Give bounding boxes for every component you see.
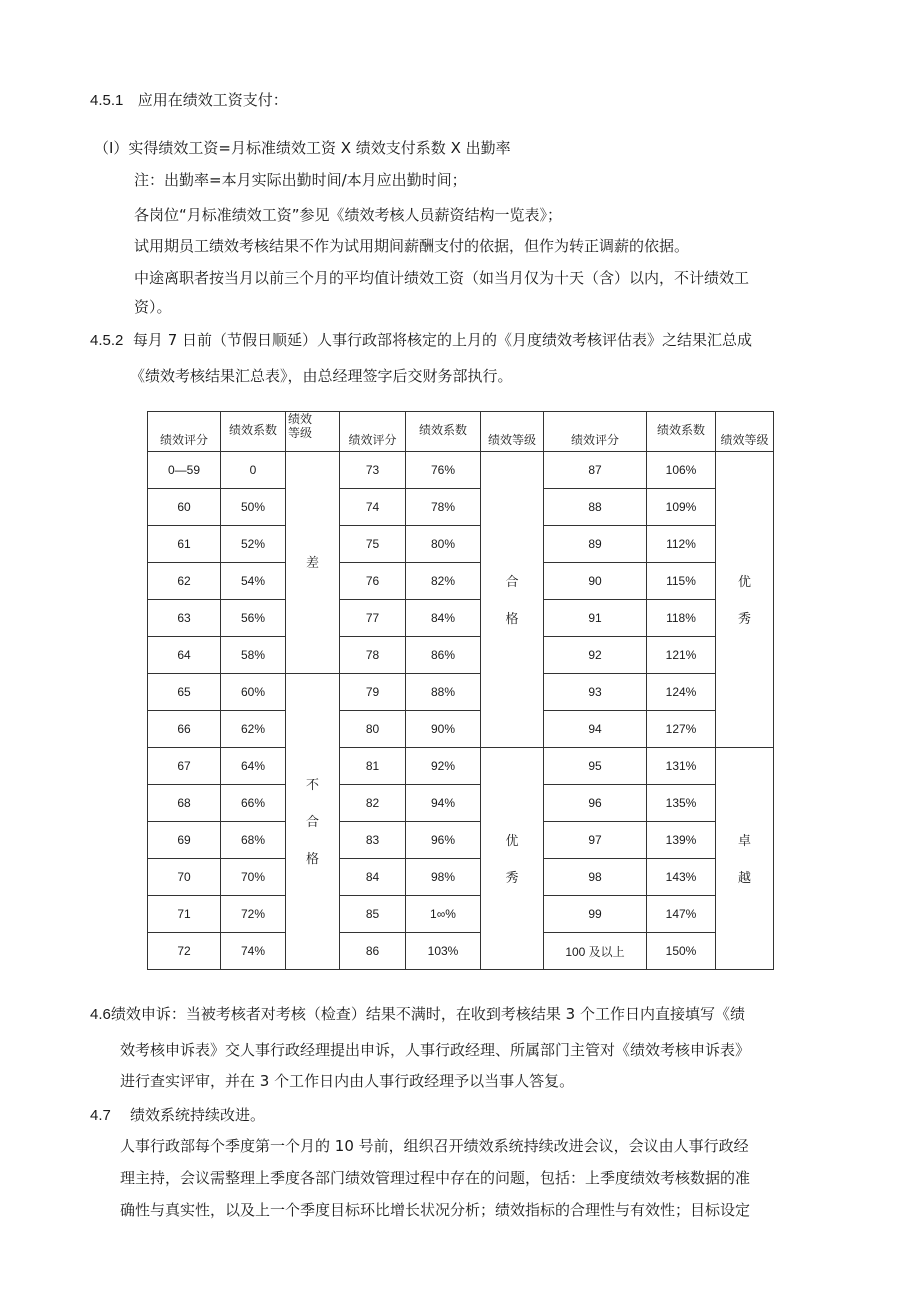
coefficient-cell: 82% bbox=[406, 563, 481, 600]
performance-coefficient-table bbox=[147, 411, 774, 970]
section-number: 4.5.2 bbox=[90, 332, 124, 349]
header-grade: 绩效等级 bbox=[481, 412, 544, 452]
header-score: 绩效评分 bbox=[340, 412, 406, 452]
grade-cell: 优 秀 bbox=[716, 452, 774, 748]
section-text: 每月 7 日前（节假日顺延）人事行政部将核定的上月的《月度绩效考核评估表》之结果汇总成 bbox=[132, 331, 753, 349]
coefficient-cell: 60% bbox=[221, 674, 286, 711]
coefficient-cell: 88% bbox=[406, 674, 481, 711]
score-cell: 69 bbox=[148, 822, 221, 859]
section-4-7-line1: 人事行政部每个季度第一个月的 10 号前，组织召开绩效系统持续改进会议，会议由人事行政经 bbox=[120, 1137, 749, 1155]
coefficient-cell: 124% bbox=[647, 674, 716, 711]
table-row bbox=[148, 674, 774, 711]
score-cell: 93 bbox=[544, 674, 647, 711]
score-cell: 90 bbox=[544, 563, 647, 600]
standard-pay-note: 各岗位“月标准绩效工资”参见《绩效考核人员薪资结构一览表》； bbox=[134, 206, 563, 224]
probation-note: 试用期员工绩效考核结果不作为试用期间薪酬支付的依据，但作为转正调薪的依据。 bbox=[134, 237, 690, 255]
grade-cell: 优 秀 bbox=[481, 748, 544, 970]
section-4-5-2-line2: 《绩效考核结果汇总表》，由总经理签字后交财务部执行。 bbox=[130, 367, 513, 385]
section-title: 应用在绩效工资支付： bbox=[137, 91, 288, 109]
coefficient-cell: 131% bbox=[647, 748, 716, 785]
score-cell: 87 bbox=[544, 452, 647, 489]
header-grade: 绩效 等级 bbox=[286, 412, 340, 452]
score-cell: 60 bbox=[148, 489, 221, 526]
score-cell: 98 bbox=[544, 859, 647, 896]
resignation-note-line2: 资）。 bbox=[134, 298, 172, 316]
table-row bbox=[148, 711, 774, 748]
score-cell: 66 bbox=[148, 711, 221, 748]
section-4-6-line2: 效考核申诉表》交人事行政经理提出申诉，人事行政经理、所属部门主管对《绩效考核申诉表》 bbox=[120, 1041, 751, 1059]
score-cell: 74 bbox=[340, 489, 406, 526]
coefficient-cell: 1∞% bbox=[406, 896, 481, 933]
coefficient-cell: 109% bbox=[647, 489, 716, 526]
score-cell: 84 bbox=[340, 859, 406, 896]
pay-formula: （I）实得绩效工资=月标准绩效工资 X 绩效支付系数 X 出勤率 bbox=[94, 139, 511, 157]
table-row bbox=[148, 785, 774, 822]
coefficient-cell: 143% bbox=[647, 859, 716, 896]
coefficient-cell: 54% bbox=[221, 563, 286, 600]
section-4-7-heading bbox=[90, 1105, 265, 1126]
coefficient-cell: 50% bbox=[221, 489, 286, 526]
coefficient-cell: 0 bbox=[221, 452, 286, 489]
table-row bbox=[148, 452, 774, 489]
score-cell: 81 bbox=[340, 748, 406, 785]
coefficient-cell: 92% bbox=[406, 748, 481, 785]
coefficient-cell: 64% bbox=[221, 748, 286, 785]
score-cell: 89 bbox=[544, 526, 647, 563]
header-coefficient: 绩效系数 bbox=[647, 412, 716, 452]
score-cell: 79 bbox=[340, 674, 406, 711]
section-4-6-line1 bbox=[90, 1004, 745, 1025]
score-cell: 71 bbox=[148, 896, 221, 933]
score-cell: 70 bbox=[148, 859, 221, 896]
score-cell: 78 bbox=[340, 637, 406, 674]
table-row bbox=[148, 526, 774, 563]
score-cell: 96 bbox=[544, 785, 647, 822]
score-cell: 86 bbox=[340, 933, 406, 970]
score-cell: 61 bbox=[148, 526, 221, 563]
score-cell: 72 bbox=[148, 933, 221, 970]
score-cell: 64 bbox=[148, 637, 221, 674]
header-grade: 绩效等级 bbox=[716, 412, 774, 452]
coefficient-cell: 118% bbox=[647, 600, 716, 637]
score-cell: 97 bbox=[544, 822, 647, 859]
header-coefficient: 绩效系数 bbox=[221, 412, 286, 452]
score-cell: 92 bbox=[544, 637, 647, 674]
header-score: 绩效评分 bbox=[148, 412, 221, 452]
section-4-5-1-heading bbox=[90, 90, 288, 111]
section-number: 4.5.1 bbox=[90, 92, 124, 109]
header-coefficient: 绩效系数 bbox=[406, 412, 481, 452]
score-cell: 63 bbox=[148, 600, 221, 637]
table-row bbox=[148, 600, 774, 637]
coefficient-cell: 86% bbox=[406, 637, 481, 674]
table-row bbox=[148, 748, 774, 785]
coefficient-cell: 90% bbox=[406, 711, 481, 748]
score-cell: 82 bbox=[340, 785, 406, 822]
coefficient-cell: 135% bbox=[647, 785, 716, 822]
score-cell: 75 bbox=[340, 526, 406, 563]
score-cell: 73 bbox=[340, 452, 406, 489]
coefficient-cell: 127% bbox=[647, 711, 716, 748]
grade-cell: 不 合 格 bbox=[286, 674, 340, 970]
coefficient-cell: 112% bbox=[647, 526, 716, 563]
score-cell: 85 bbox=[340, 896, 406, 933]
table-row bbox=[148, 637, 774, 674]
score-cell: 77 bbox=[340, 600, 406, 637]
coefficient-cell: 78% bbox=[406, 489, 481, 526]
score-cell: 68 bbox=[148, 785, 221, 822]
coefficient-cell: 84% bbox=[406, 600, 481, 637]
coefficient-cell: 62% bbox=[221, 711, 286, 748]
section-4-5-2-line1 bbox=[90, 330, 752, 351]
coefficient-cell: 70% bbox=[221, 859, 286, 896]
score-cell: 65 bbox=[148, 674, 221, 711]
coefficient-cell: 150% bbox=[647, 933, 716, 970]
coefficient-cell: 115% bbox=[647, 563, 716, 600]
coefficient-cell: 98% bbox=[406, 859, 481, 896]
table-row bbox=[148, 896, 774, 933]
resignation-note-line1: 中途离职者按当月以前三个月的平均值计绩效工资（如当月仅为十天（含）以内，不计绩效工 bbox=[134, 269, 750, 287]
coefficient-cell: 68% bbox=[221, 822, 286, 859]
table-row bbox=[148, 859, 774, 896]
coefficient-cell: 121% bbox=[647, 637, 716, 674]
score-cell: 80 bbox=[340, 711, 406, 748]
grade-cell: 差 bbox=[286, 452, 340, 674]
coefficient-cell: 74% bbox=[221, 933, 286, 970]
score-cell: 100 及以上 bbox=[544, 933, 647, 970]
score-cell: 95 bbox=[544, 748, 647, 785]
coefficient-cell: 52% bbox=[221, 526, 286, 563]
table-row bbox=[148, 933, 774, 970]
section-number: 4.7 bbox=[90, 1107, 111, 1124]
table-row bbox=[148, 822, 774, 859]
grade-cell: 合 格 bbox=[481, 452, 544, 748]
section-text: 绩效申诉：当被考核者对考核（检查）结果不满时，在收到考核结果 3 个工作日内直接填写《绩 bbox=[110, 1005, 745, 1023]
coefficient-cell: 94% bbox=[406, 785, 481, 822]
coefficient-cell: 76% bbox=[406, 452, 481, 489]
section-4-6-line3: 进行查实评审，并在 3 个工作日内由人事行政经理予以当事人答复。 bbox=[120, 1072, 575, 1090]
section-title: 绩效系统持续改进。 bbox=[129, 1106, 265, 1124]
score-cell: 88 bbox=[544, 489, 647, 526]
section-4-7-line3: 确性与真实性，以及上一个季度目标环比增长状况分析；绩效指标的合理性与有效性；目标设定 bbox=[120, 1201, 751, 1219]
coefficient-cell: 72% bbox=[221, 896, 286, 933]
coefficient-cell: 66% bbox=[221, 785, 286, 822]
table-row bbox=[148, 489, 774, 526]
score-cell: 0—59 bbox=[148, 452, 221, 489]
score-cell: 67 bbox=[148, 748, 221, 785]
section-4-7-line2: 理主持，会议需整理上季度各部门绩效管理过程中存在的问题，包括：上季度绩效考核数据的准 bbox=[120, 1169, 751, 1187]
coefficient-cell: 56% bbox=[221, 600, 286, 637]
coefficient-cell: 106% bbox=[647, 452, 716, 489]
grade-cell: 卓 越 bbox=[716, 748, 774, 970]
coefficient-cell: 96% bbox=[406, 822, 481, 859]
score-cell: 76 bbox=[340, 563, 406, 600]
score-cell: 83 bbox=[340, 822, 406, 859]
table-header-row bbox=[148, 412, 774, 452]
coefficient-cell: 147% bbox=[647, 896, 716, 933]
header-score: 绩效评分 bbox=[544, 412, 647, 452]
section-number: 4.6 bbox=[90, 1006, 111, 1023]
table-row bbox=[148, 563, 774, 600]
score-cell: 91 bbox=[544, 600, 647, 637]
score-cell: 99 bbox=[544, 896, 647, 933]
score-cell: 94 bbox=[544, 711, 647, 748]
score-cell: 62 bbox=[148, 563, 221, 600]
coefficient-cell: 58% bbox=[221, 637, 286, 674]
coefficient-cell: 80% bbox=[406, 526, 481, 563]
coefficient-cell: 139% bbox=[647, 822, 716, 859]
coefficient-cell: 103% bbox=[406, 933, 481, 970]
attendance-note: 注：出勤率=本月实际出勤时间/本月应出勤时间； bbox=[134, 171, 467, 189]
